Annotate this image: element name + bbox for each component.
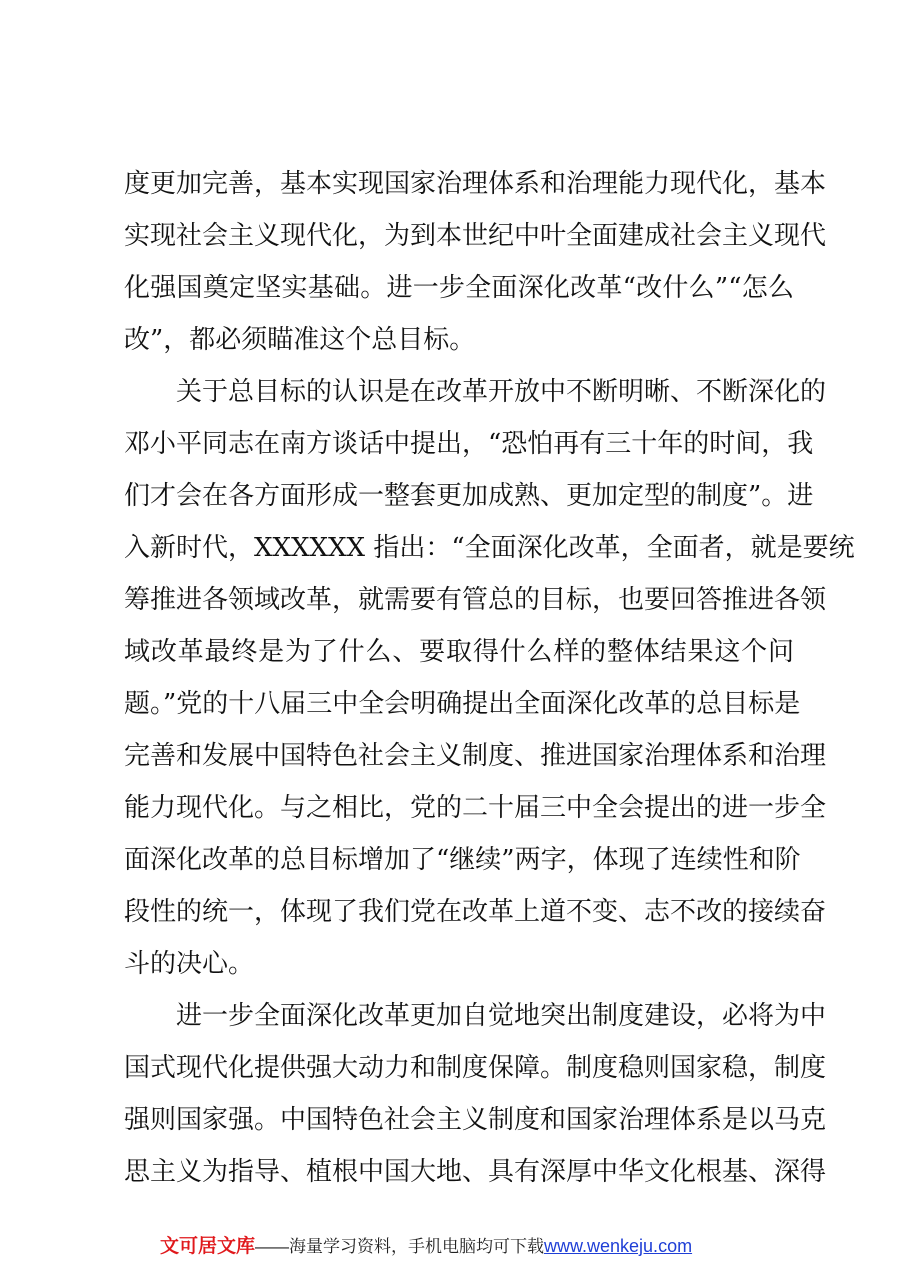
paragraph-line: 度更加完善，基本实现国家治理体系和治理能力现代化，基本: [124, 169, 827, 199]
footer-brand: 文可居文库: [160, 1236, 256, 1257]
footer-site-link[interactable]: www.wenkeju.com: [544, 1236, 693, 1256]
paragraph-line: 段性的统一，体现了我们党在改革上道不变、志不改的接续奋: [124, 897, 827, 927]
paragraph-line: 强则国家强。中国特色社会主义制度和国家治理体系是以马克: [124, 1105, 827, 1135]
paragraph-line: 邓小平同志在南方谈话中提出，“恐怕再有三十年的时间，我: [124, 429, 814, 459]
paragraph-line: 面深化改革的总目标增加了“继续”两字，体现了连续性和阶: [124, 845, 801, 875]
paragraph-line: 关于总目标的认识是在改革开放中不断明晰、不断深化的: [176, 377, 827, 407]
paragraph-line: 们才会在各方面形成一整套更加成熟、更加定型的制度”。进: [124, 481, 814, 511]
paragraph-line: 斗的决心。: [124, 949, 255, 979]
paragraph-line: 改”，都必须瞄准这个总目标。: [124, 325, 476, 355]
paragraph-line: 题。”党的十八届三中全会明确提出全面深化改革的总目标是: [124, 689, 801, 719]
paragraph-line: 能力现代化。与之相比，党的二十届三中全会提出的进一步全: [124, 793, 827, 823]
paragraph-line: 入新时代，XXXXXX 指出：“全面深化改革，全面者，就是要统: [124, 533, 855, 563]
paragraph-line: 完善和发展中国特色社会主义制度、推进国家治理体系和治理: [124, 741, 827, 771]
footer-watermark: [160, 1231, 692, 1261]
paragraph-line: 域改革最终是为了什么、要取得什么样的整体结果这个问: [124, 637, 794, 667]
paragraph-line: 实现社会主义现代化，为到本世纪中叶全面建成社会主义现代: [124, 221, 827, 251]
paragraph-line: 化强国奠定坚实基础。进一步全面深化改革“改什么”“怎么: [124, 273, 794, 303]
paragraph-line: 进一步全面深化改革更加自觉地突出制度建设，必将为中: [176, 1001, 827, 1031]
paragraph-line: 思主义为指导、植根中国大地、具有深厚中华文化根基、深得: [124, 1157, 827, 1187]
paragraph-line: 筹推进各领域改革，就需要有管总的目标，也要回答推进各领: [124, 585, 827, 615]
paragraph-line: 国式现代化提供强大动力和制度保障。制度稳则国家稳，制度: [124, 1053, 827, 1083]
footer-tagline: ——海量学习资料，手机电脑均可下载: [255, 1237, 545, 1256]
